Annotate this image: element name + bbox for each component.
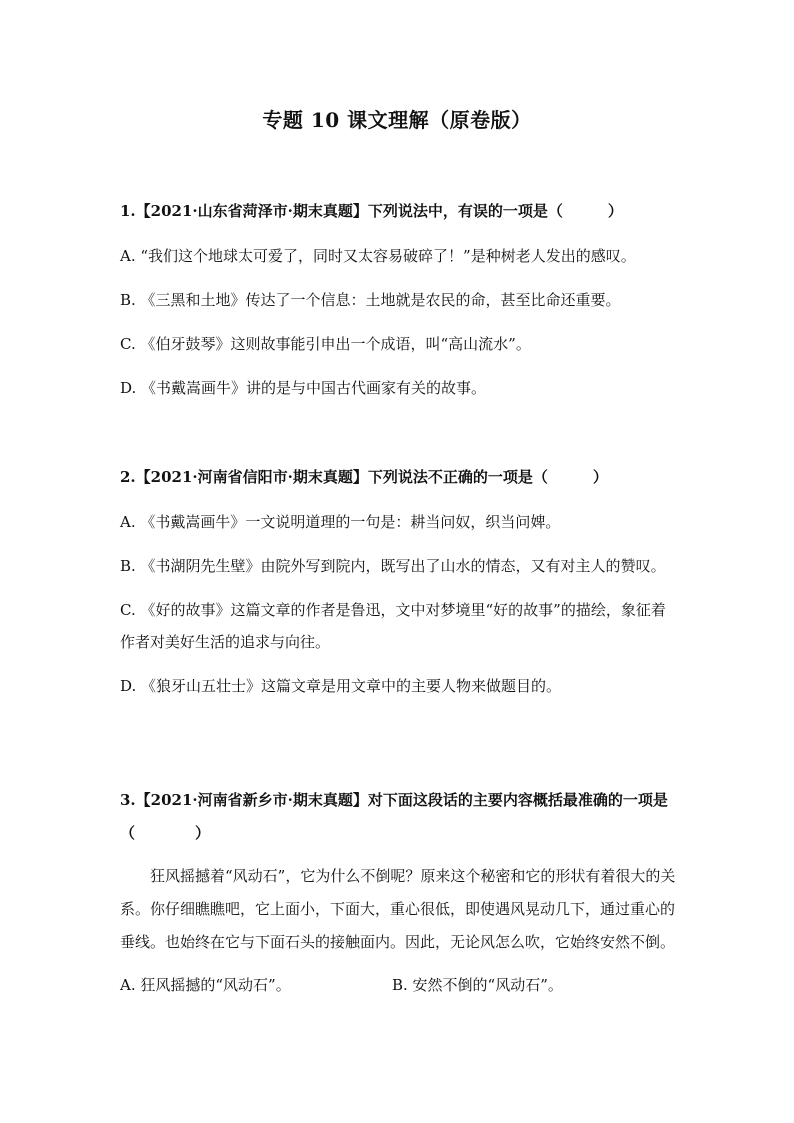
question-3-stem: 3.【2021·河南省新乡市·期末真题】对下面这段话的主要内容概括最准确的一项是（ ） bbox=[120, 791, 668, 842]
question-3-option-b: B. 安然不倒的“风动石”。 bbox=[392, 976, 563, 994]
question-1-option-a: A. “我们这个地球太可爱了，同时又太容易破碎了！”是种树老人发出的感叹。 bbox=[120, 247, 636, 265]
question-2-option-d: D. 《狼牙山五壮士》这篇文章是用文章中的主要人物来做题目的。 bbox=[120, 677, 562, 695]
question-2-option-c: C. 《好的故事》这篇文章的作者是鲁迅，文中对梦境里“好的故事”的描绘，象征着作者对美好生活的追求与向往。 bbox=[120, 601, 666, 651]
question-1 bbox=[120, 195, 680, 416]
question-3-passage: 狂风摇撼着“风动石”，它为什么不倒呢？原来这个秘密和它的形状有着很大的关系。你仔细瞧瞧吧，它上面小，下面大，重心很低，即使遇风晃动几下，通过重心的垂线。也始终在它与下面石头的接触面内。因此，无论风怎么吹，它始终安然不倒。 bbox=[120, 867, 676, 951]
question-1-option-c: C. 《伯牙鼓琴》这则故事能引申出一个成语，叫“高山流水”。 bbox=[120, 335, 531, 353]
question-2 bbox=[120, 461, 680, 714]
document-title: 专题 10 课文理解（原卷版） bbox=[262, 108, 532, 132]
question-3-option-a: A. 狂风摇撼的“风动石”。 bbox=[120, 976, 291, 994]
question-2-stem: 2.【2021·河南省信阳市·期末真题】下列说法不正确的一项是（ ） bbox=[120, 468, 608, 486]
question-1-stem: 1.【2021·山东省菏泽市·期末真题】下列说法中，有误的一项是（ ） bbox=[120, 202, 623, 220]
question-2-option-b: B. 《书湖阴先生壁》由院外写到院内，既写出了山水的情态，又有对主人的赞叹。 bbox=[120, 557, 666, 575]
question-2-option-a: A. 《书戴嵩画牛》一文说明道理的一句是：耕当问奴，织当问婢。 bbox=[120, 513, 561, 531]
question-1-option-b: B. 《三黑和土地》传达了一个信息：土地就是农民的命，甚至比命还重要。 bbox=[120, 291, 621, 309]
question-3 bbox=[120, 784, 680, 1001]
question-3-options bbox=[120, 969, 680, 1001]
question-1-option-d: D. 《书戴嵩画牛》讲的是与中国古代画家有关的故事。 bbox=[120, 379, 487, 397]
